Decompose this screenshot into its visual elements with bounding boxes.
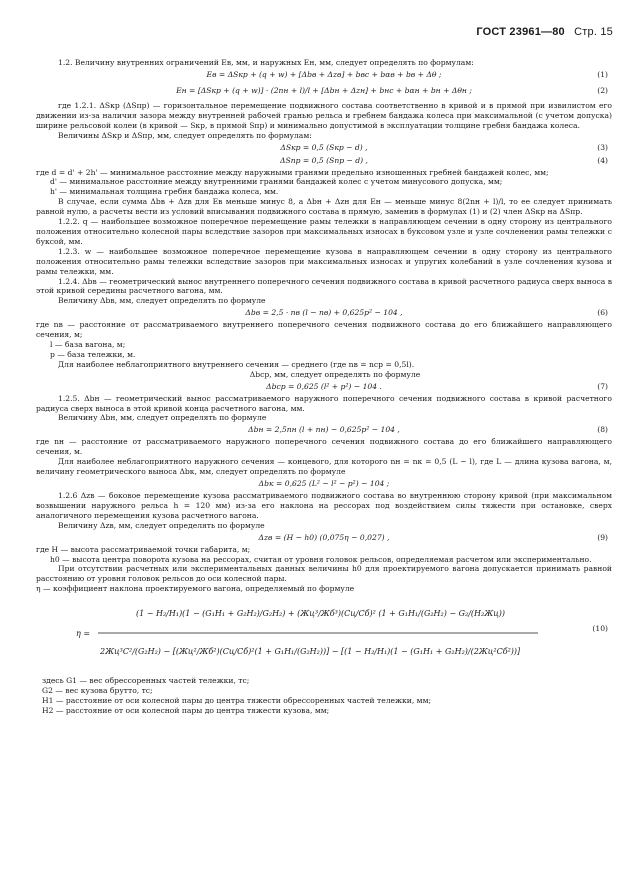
definition: H2 — расстояние от оси колесной пары до центра тяжести кузова, мм; [42, 705, 330, 715]
definition: h' — минимальная толщина гребня бандажа колеса, мм. [50, 187, 279, 197]
equation-number: (8) [597, 425, 608, 435]
equation-number: (10) [592, 624, 608, 634]
eta-formula [36, 596, 612, 672]
eta-fraction-drawing [76, 596, 546, 672]
definition: d' — минимальное расстояние между внутренними гранями бандажей колес с учетом минусового допуска, мм; [50, 177, 503, 187]
definition: здесь G1 — вес обрессоренных частей тележки, тс; [42, 676, 250, 686]
definition: l — база вагона, м; [50, 340, 126, 350]
equation-number: (6) [597, 308, 608, 318]
definition: G2 — вес кузова брутто, тс; [42, 686, 153, 696]
definition: где nв — расстояние от рассматриваемого внутреннего поперечного сечения подвижного состава до его ближайшего направляющего сечения, м; [36, 320, 612, 340]
equation-number: (3) [597, 142, 608, 152]
paragraph: Величину Δbн, мм, следует определять по формуле [58, 413, 267, 423]
paragraph: Для наиболее неблагоприятного внутреннего сечения — среднего (где nв = nср = 0,5l). [58, 359, 415, 369]
equation-number: (1) [597, 69, 608, 79]
svg-text:(1 − H₂/H₁)(1 − (G₁H₁ + G₂H₂)/: (1 − H₂/H₁)(1 − (G₁H₁ + G₂H₂)/G₂H₂) + (Жц³/Жб³)(Cц/Cб)² (1 + G₁H₁/(G₂H₂) − G₂/(H₂Жц)) [136, 609, 506, 619]
definition: p — база тележки, м. [50, 349, 136, 359]
paragraph: Величину Δzв, мм, следует определять по формуле [58, 520, 265, 530]
page-header [476, 26, 613, 38]
equation-number: (2) [597, 85, 608, 95]
formula: Eн = [ΔSкр + (q + w)] · (2nн + l)/l + [Δbн + Δzн] + bнс + bαн + bн + Δθн ; (2) [36, 82, 612, 100]
svg-text:2Жц³C²/(G₂H₂) − [(Жц²/Жб²)(Cц/: 2Жц³C²/(G₂H₂) − [(Жц²/Жб²)(Cц/Cб)²(1 + G₁H₁/(G₂H₂))] − [(1 − H₂/H₁)(1 − (G₁H₁ + G₂H₂)/(2Жц²Cб²))] [100, 647, 521, 657]
paragraph: При отсутствии расчетных или экспериментальных данных величины h0 для проектируемого вагона допускается принимать равной расстоянию от уровня головок рельсов до оси колесной пары. [36, 564, 612, 584]
equation-number: (7) [597, 381, 608, 391]
document-body [36, 58, 612, 716]
paragraph: где 1.2.1. ΔSкр (ΔSпр) — горизонтальное перемещение подвижного состава соответственно в кривой и в прямой при извилистом его движении из-за наличия зазора между внутренней рабочей гранью рельса и гребнем бандажа колеса при максимальной (с учетом допуска) ширине рельсовой колеи (в кривой — Sкр, в прямой Sпр) и минимально допустимой в эксплуатации толщине гребня бандажа колеса. [36, 100, 612, 130]
standard-title: ГОСТ 23961—80 [476, 26, 565, 38]
equation-number: (4) [597, 155, 608, 165]
paragraph: 1.2. Величину внутренних ограничений Eв, мм, и наружных Eн, мм, следует определять по формулам: [58, 58, 474, 67]
paragraph: В случае, если сумма Δbв + Δzв для Eв меньше минус 8, а Δbн + Δzн для Eн — меньше минус 8(2nн + l)/l, то ее следует принимать равной нулю, а расчеты вести из условий вписывания подвижного состава в прямую, заменив в формулах (1) и (2) член ΔSкр на ΔSпр. [36, 197, 612, 217]
paragraph: 1.2.2. q — наибольшее возможное поперечное перемещение рамы тележки в направляющем сечении в одну сторону из центрального положения относительно колесной пары вследствие зазоров при максимальных износах в буксовом узле и узле сочленения рамы тележки с буксой, мм. [36, 217, 612, 246]
equation-number: (9) [597, 532, 608, 542]
formula: Δbк = 0,625 (L² − l² − p²) − 104 ; [258, 479, 390, 488]
formula: ΔSкр = 0,5 (Sкр − d) , (3) [280, 142, 608, 152]
paragraph: Для наиболее неблагоприятного наружного сечения — концевого, для которого nн = nк = 0,5 (L − l), где L — длина кузова вагона, м, величину геометрического выноса Δbк, мм, следует определять по формуле [36, 457, 612, 477]
definition: где d = d' + 2h' — минимальное расстояние между наружными гранями предельно изношенных гребней бандажей колес, мм; [36, 167, 549, 177]
formula: Δzв = (H − h0) (0,075η − 0,027) , (9) [258, 532, 608, 542]
paragraph: 1.2.3. w — наибольшее возможное поперечное перемещение кузова в направляющем сечении в одну сторону из центрального положения относительно рамы тележки вследствие зазоров при максимальных износах и упругих колебаний в узле сочленения кузова и рамы тележки, мм. [36, 246, 612, 276]
formula: Eв = ΔSкр + (q + w) + [Δbв + Δzв] + bвс + bαв + bв + Δθ ; (1) [206, 69, 608, 79]
definition: η — коэффициент наклона проектируемого вагона, определяемый по формуле [36, 584, 355, 594]
formula: ΔSпр = 0,5 (Sпр − d) , (4) [280, 155, 608, 165]
paragraph: Величины ΔSкр и ΔSпр, мм, следует определять по формулам: [58, 130, 312, 140]
paragraph: 1.2.4. Δbв — геометрический вынос внутреннего поперечного сечения подвижного состава в кривой расчетного радиуса сверх выноса в этой кривой середины расчетного вагона, мм. [36, 276, 612, 296]
formula: Δbн = 2,5nн (l + nн) − 0,625p² − 104 , (8) [248, 425, 608, 435]
paragraph: 1.2.6 Δzв — боковое перемещение кузова рассматриваемого подвижного состава во внутреннюю сторону кривой (при максимальном возвышении наружного рельса h = 120 мм) из-за его наклона на рессорах под воздействием силы тяжести при остановке, сверх аналогичного перемещения кузова расчетного вагона. [36, 491, 612, 520]
definition: h0 — высота центра поворота кузова на рессорах, считая от уровня головок рельсов, определяемая расчетом или экспериментально. [50, 554, 592, 564]
variable-list [36, 676, 612, 716]
definition: где H — высота рассматриваемой точки габарита, м; [36, 544, 251, 554]
svg-text:η =: η = [76, 629, 91, 639]
formula: Δbв = 2,5 · nв (l − nв) + 0,625p² − 104 , (6) [245, 308, 608, 318]
definition: H1 — расстояние от оси колесной пары до центра тяжести обрессоренных частей тележки, мм; [42, 695, 432, 705]
formula: Δbср = 0,625 (l² + p²) − 104 . (7) [266, 381, 608, 391]
page-number: Стр. 15 [574, 26, 613, 38]
definition: где nн — расстояние от рассматриваемого наружного поперечного сечения подвижного состава до его ближайшего направляющего сечения, м. [36, 437, 612, 457]
paragraph: 1.2.5. Δbн — геометрический вынос рассматриваемого наружного поперечного сечения подвижного состава в кривой расчетного радиуса сверх выноса в этой кривой конца расчетного вагона, мм. [36, 393, 612, 413]
paragraph: Δbср, мм, следует определять по формуле [249, 369, 421, 379]
paragraph: Величину Δbв, мм, следует определять по формуле [58, 296, 266, 306]
